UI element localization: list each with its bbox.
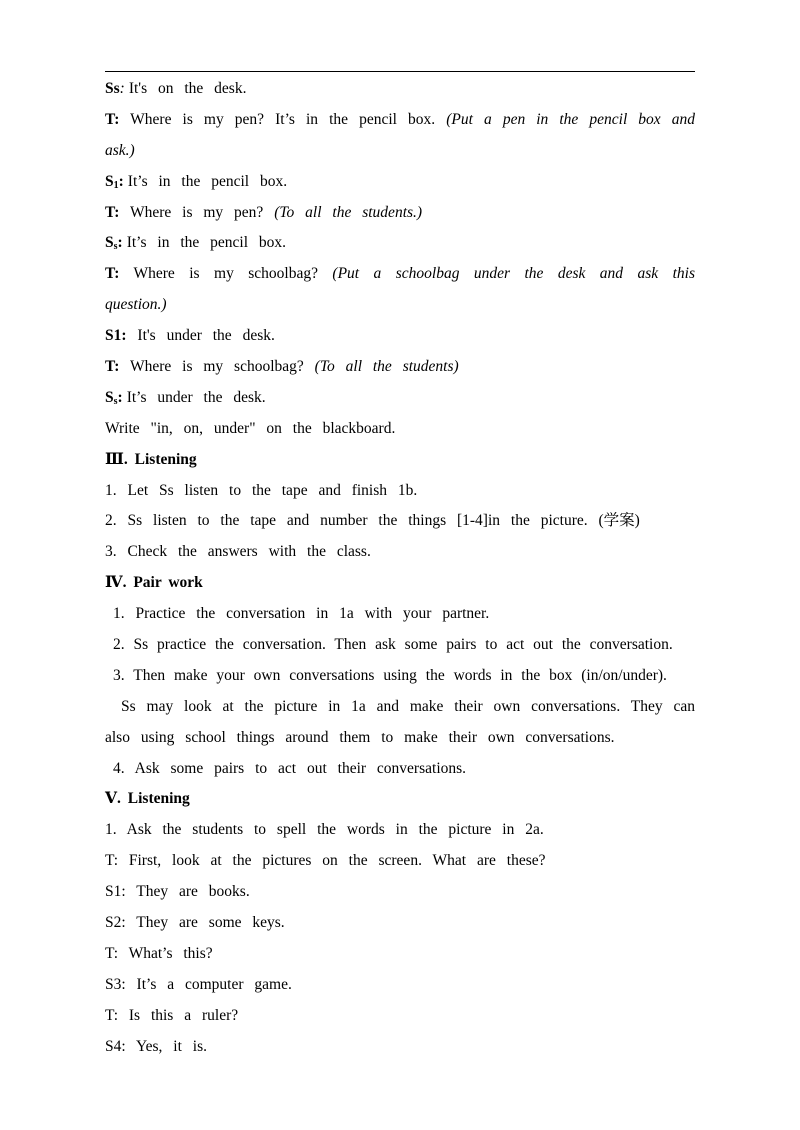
line-text: It’s under the desk. <box>126 388 266 406</box>
paragraph-line: Ss may look at the picture in 1a and make their own conversations. They can <box>121 697 695 715</box>
section-heading <box>105 568 695 599</box>
section-heading <box>105 784 695 815</box>
stage-direction: (Put a schoolbag under the desk and ask this <box>332 265 695 283</box>
line-text: It’s in the pencil box. <box>126 234 286 252</box>
section-numeral: Ⅲ. <box>105 450 128 468</box>
dialogue-line <box>105 228 695 259</box>
line-text: Where is my pen? It’s in the pencil box. <box>130 110 436 128</box>
line-text: It's under the desk. <box>137 327 275 345</box>
step-line: 1. Ask the students to spell the words in the picture in 2a. <box>105 821 544 839</box>
dialogue-line: T: First, look at the pictures on the screen. What are these? <box>105 852 546 870</box>
speaker-label: T: <box>105 110 120 128</box>
speaker-label: T: <box>105 265 120 283</box>
speaker-label: $S_1$: <box>105 172 124 191</box>
line-text: Where is my schoolbag? <box>129 358 304 376</box>
dialogue-line: S2: They are some keys. <box>105 914 285 932</box>
dialogue-line <box>105 290 695 321</box>
step-line: 3. Check the answers with the class. <box>105 543 371 561</box>
step-line: 4. Ask some pairs to act out their conversations. <box>113 759 467 777</box>
stage-direction: ask.) <box>105 141 135 159</box>
speaker-label: T: <box>105 358 120 376</box>
paragraph-line: also using school things around them to make their own conversations. <box>105 728 615 746</box>
section-numeral: Ⅴ. <box>105 790 121 808</box>
section-title: Listening <box>127 790 190 808</box>
dialogue-line: T: What’s this? <box>105 944 213 962</box>
speaker-label: Ss <box>105 80 120 97</box>
dialogue-line <box>105 105 695 136</box>
line-text: Where is my schoolbag? <box>133 265 318 283</box>
instruction-line: Write "in, on, under" on the blackboard. <box>105 419 396 437</box>
stage-direction: (Put a pen in the pencil box and <box>446 110 696 128</box>
speaker-label: $S_s$: <box>105 234 123 253</box>
dialogue-line: T: Is this a ruler? <box>105 1006 239 1024</box>
dialogue-line <box>105 136 695 167</box>
line-text: Where is my pen? <box>129 203 264 221</box>
dialogue-line <box>105 321 695 352</box>
section-title: Listening <box>134 450 197 468</box>
stage-direction: (To all the students) <box>314 358 459 376</box>
section-numeral: Ⅳ. <box>105 574 127 592</box>
step-line: 1. Let Ss listen to the tape and finish 1b. <box>105 481 418 499</box>
stage-direction: (To all the students.) <box>274 203 423 221</box>
dialogue-line <box>105 167 695 198</box>
speaker-label: T: <box>105 203 120 221</box>
dialogue-line <box>105 352 695 383</box>
header-rule <box>105 71 695 72</box>
step-line: 2. Ss listen to the tape and number the things [1-4]in the picture. (学案) <box>105 512 640 530</box>
step-line: 2. Ss practice the conversation. Then ask some pairs to act out the conversation. <box>113 636 673 654</box>
dialogue-line: S4: Yes, it is. <box>105 1037 207 1055</box>
section-heading <box>105 445 695 476</box>
step-line: 3. Then make your own conversations using the words in the box (in/on/under). <box>113 666 667 684</box>
line-text: It’s in the pencil box. <box>127 172 288 190</box>
speaker-colon: : <box>119 80 125 97</box>
section-title: Pair work <box>133 574 203 592</box>
dialogue-line <box>105 383 695 414</box>
line-text: It's on the desk. <box>128 80 247 97</box>
speaker-label: $S_s$: <box>105 388 123 407</box>
dialogue-line <box>105 198 695 229</box>
stage-direction: question.) <box>105 296 167 314</box>
dialogue-line <box>105 74 695 105</box>
dialogue-line: S3: It’s a computer game. <box>105 975 292 993</box>
speaker-label: S1: <box>105 327 127 345</box>
step-line: 1. Practice the conversation in 1a with your partner. <box>113 605 490 623</box>
dialogue-line: S1: They are books. <box>105 883 250 901</box>
document-body <box>105 74 695 1063</box>
dialogue-line <box>105 259 695 290</box>
